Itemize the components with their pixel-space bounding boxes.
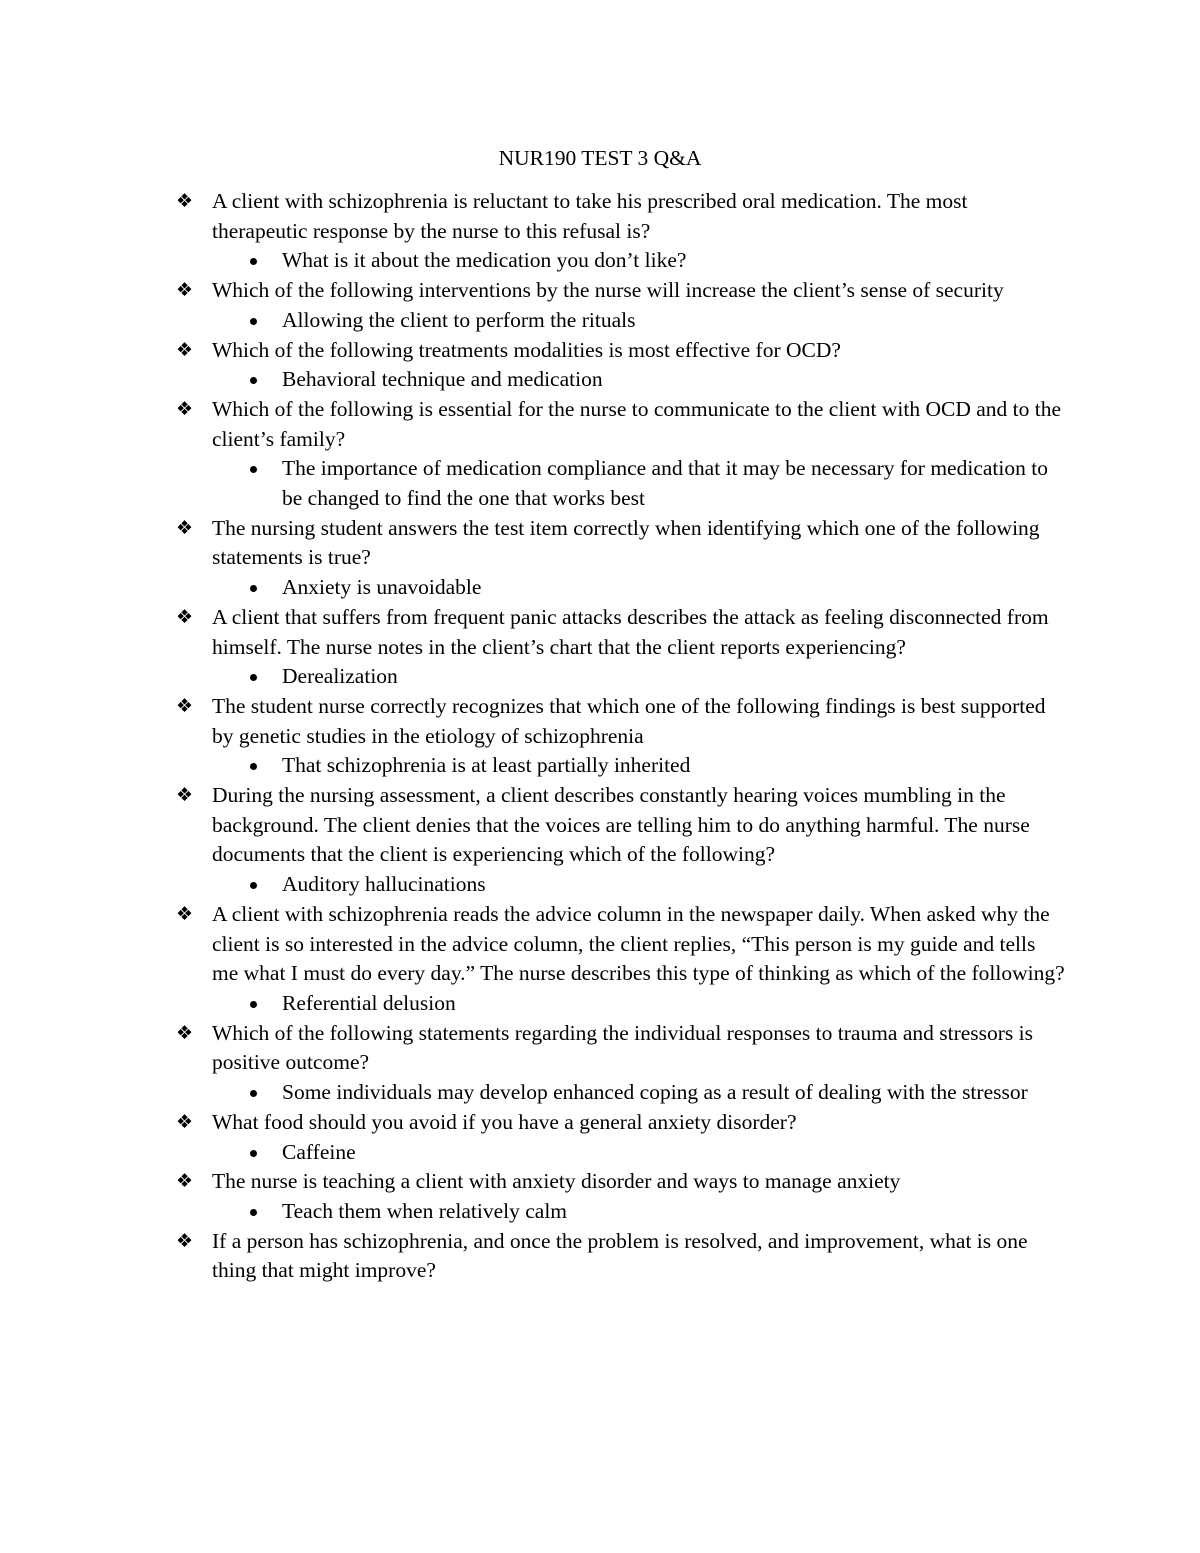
answer-text — [246, 1197, 1066, 1227]
answer-text — [246, 751, 1066, 781]
question-text — [176, 1167, 1066, 1197]
qa-item — [176, 1108, 1066, 1167]
answer-text — [246, 573, 1066, 603]
question-label: The nursing student answers the test item correctly when identifying which one of the following statements is true? — [212, 515, 1040, 570]
qa-item — [176, 1019, 1066, 1108]
question-text — [176, 1227, 1066, 1286]
diamond-bullet-icon: ❖ — [176, 338, 194, 361]
question-text — [176, 187, 1066, 246]
question-text — [176, 395, 1066, 454]
diamond-bullet-icon: ❖ — [176, 605, 194, 628]
answer-label: Auditory hallucinations — [282, 872, 486, 897]
round-bullet-icon — [250, 585, 257, 592]
answer-text — [246, 989, 1066, 1019]
question-text — [176, 781, 1066, 870]
answer-label: The importance of medication compliance and that it may be necessary for medication to be changed to find the one that works best — [282, 456, 1048, 511]
answer-text — [246, 246, 1066, 276]
diamond-bullet-icon: ❖ — [176, 516, 194, 539]
question-label: A client with schizophrenia is reluctant to take his prescribed oral medication. The most therapeutic response by the nurse to this refusal is? — [212, 189, 968, 243]
qa-item — [176, 276, 1066, 335]
diamond-bullet-icon: ❖ — [176, 279, 194, 302]
question-label: A client that suffers from frequent panic attacks describes the attack as feeling disconnected from himself. The nurse notes in the client’s chart that the client reports experiencing? — [212, 604, 1049, 659]
answer-text — [246, 1138, 1066, 1168]
diamond-bullet-icon: ❖ — [176, 397, 194, 420]
page-title: NUR190 TEST 3 Q&A — [498, 146, 702, 170]
qa-item — [176, 692, 1066, 781]
question-text — [176, 336, 1066, 366]
question-label: What food should you avoid if you have a general anxiety disorder? — [212, 1109, 797, 1134]
question-label: During the nursing assessment, a client describes constantly hearing voices mumbling in the background. The client denies that the voices are telling him to do anything harmful. The nurse documents that the client is experiencing which of the following? — [212, 783, 1030, 867]
question-label: The student nurse correctly recognizes that which one of the following findings is best supported by genetic studies in the etiology of schizophrenia — [212, 693, 1046, 748]
question-label: Which of the following treatments modalities is most effective for OCD? — [212, 337, 841, 362]
diamond-bullet-icon: ❖ — [176, 902, 194, 925]
answer-text — [246, 1078, 1066, 1108]
qa-item — [176, 1227, 1066, 1286]
answer-text — [246, 870, 1066, 900]
round-bullet-icon — [250, 763, 257, 770]
question-text — [176, 900, 1066, 989]
round-bullet-icon — [250, 258, 257, 265]
qa-item — [176, 336, 1066, 395]
answer-label: What is it about the medication you don’t like? — [282, 248, 687, 273]
diamond-bullet-icon: ❖ — [176, 1170, 194, 1193]
qa-item — [176, 900, 1066, 1019]
qa-item — [176, 187, 1066, 276]
answer-label: Teach them when relatively calm — [282, 1198, 568, 1223]
question-label: A client with schizophrenia reads the advice column in the newspaper daily. When asked why the client is so interested in the advice column, the client replies, “This person is my guide and tells me what I must do every day.” The nurse describes this type of thinking as which of the following? — [212, 901, 1065, 986]
qa-list — [176, 187, 1066, 1286]
round-bullet-icon — [250, 1150, 257, 1157]
round-bullet-icon — [250, 1090, 257, 1097]
round-bullet-icon — [250, 318, 257, 325]
round-bullet-icon — [250, 1001, 257, 1008]
question-text — [176, 1108, 1066, 1138]
question-label: Which of the following statements regarding the individual responses to trauma and stressors is positive outcome? — [212, 1020, 1033, 1075]
diamond-bullet-icon: ❖ — [176, 190, 194, 212]
question-label: Which of the following interventions by the nurse will increase the client’s sense of security — [212, 278, 1004, 303]
answer-text — [246, 365, 1066, 395]
answer-label: Referential delusion — [282, 990, 456, 1015]
answer-label: Caffeine — [282, 1139, 356, 1164]
answer-text — [246, 306, 1066, 336]
round-bullet-icon — [250, 674, 257, 681]
question-label: If a person has schizophrenia, and once the problem is resolved, and improvement, what is one thing that might improve? — [212, 1228, 1028, 1283]
question-text — [176, 692, 1066, 751]
question-text — [176, 1019, 1066, 1078]
question-text — [176, 603, 1066, 662]
qa-item — [176, 514, 1066, 603]
qa-item — [176, 603, 1066, 692]
diamond-bullet-icon: ❖ — [176, 1229, 194, 1252]
round-bullet-icon — [250, 882, 257, 889]
answer-label: Allowing the client to perform the rituals — [282, 307, 636, 332]
question-text — [176, 276, 1066, 306]
round-bullet-icon — [250, 1209, 257, 1216]
answer-label: That schizophrenia is at least partially inherited — [282, 753, 691, 778]
answer-label: Behavioral technique and medication — [282, 367, 603, 392]
diamond-bullet-icon: ❖ — [176, 1021, 194, 1044]
diamond-bullet-icon: ❖ — [176, 784, 194, 807]
qa-item — [176, 1167, 1066, 1226]
question-text — [176, 514, 1066, 573]
question-label: The nurse is teaching a client with anxiety disorder and ways to manage anxiety — [212, 1169, 901, 1194]
question-label: Which of the following is essential for the nurse to communicate to the client with OCD and to the client’s family? — [212, 396, 1062, 451]
answer-text — [246, 662, 1066, 692]
diamond-bullet-icon: ❖ — [176, 694, 194, 717]
answer-label: Anxiety is unavoidable — [282, 575, 482, 600]
qa-item — [176, 395, 1066, 514]
answer-label: Some individuals may develop enhanced coping as a result of dealing with the stressor — [282, 1080, 1028, 1105]
answer-label: Derealization — [282, 664, 398, 689]
round-bullet-icon — [250, 466, 257, 473]
answer-text — [246, 454, 1066, 513]
qa-item — [176, 781, 1066, 900]
round-bullet-icon — [250, 377, 257, 384]
diamond-bullet-icon: ❖ — [176, 1110, 194, 1133]
